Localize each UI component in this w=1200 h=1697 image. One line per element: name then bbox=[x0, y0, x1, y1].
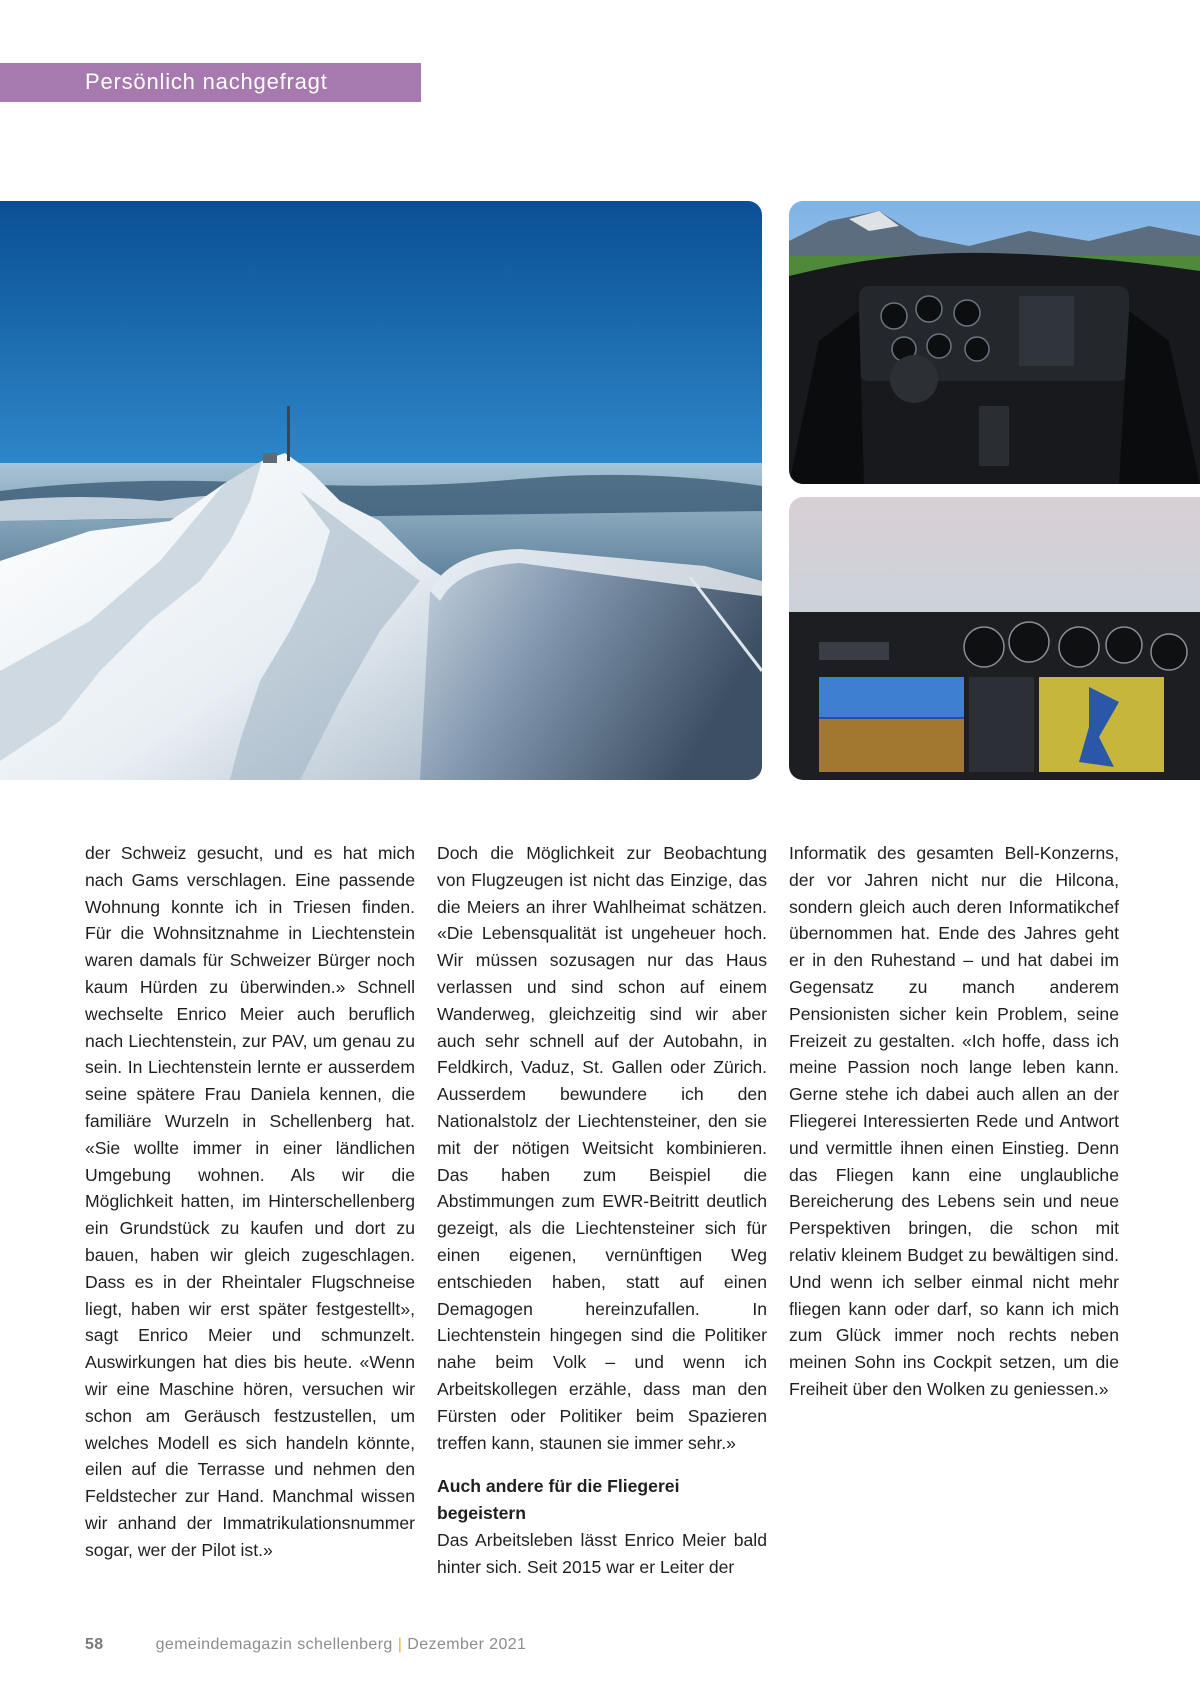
photo-cockpit bbox=[789, 201, 1200, 484]
article-paragraph: Doch die Möglichkeit zur Beobachtung von Flugzeugen ist nicht das Einzige, das die Meiers an ihrer Wahlheimat schätzen. «Die Lebensqualität ist ungeheuer hoch. Wir müssen sozusagen nur das Haus verlassen und sind schon auf einem Wanderweg, gleichzeitig sind wir aber auch sehr schnell auf der Autobahn, in Feldkirch, Vaduz, St. Gallen oder Zürich. Ausserdem bewundere ich den Nationalstolz der Liechtensteiner, den sie mit der nötigen Weitsicht kombinieren. Das haben zum Beispiel die Abstimmungen zum EWR-Beitritt deutlich gezeigt, als die Liechtensteiner sich für einen eigenen, vernünftigen Weg entschieden haben, statt auf einen Demagogen hereinzufallen. In Liechtenstein hingegen sind die Politiker nahe beim Volk – und wenn ich Arbeitskollegen erzähle, dass man den Fürsten oder Politiker beim Spazieren treffen kann, staunen sie immer sehr.» bbox=[437, 843, 767, 1453]
footer-separator: | bbox=[397, 1636, 403, 1653]
magazine-name: gemeindemagazin schellenberg bbox=[155, 1636, 393, 1653]
article-subheading: Auch andere für die Fliegerei begeistern bbox=[437, 1476, 680, 1524]
article-column-3 bbox=[789, 840, 1119, 1403]
article-paragraph: der Schweiz gesucht, und es hat mich nach Gams verschlagen. Eine passende Wohnung konnte ich in Triesen finden. Für die Wohnsitznahme in Liechtenstein waren damals für Schweizer Bürger noch kaum Hürden zu überwinden.» Schnell wechselte Enrico Meier auch beruflich nach Liechtenstein, zur PAV, um genau zu sein. In Liechtenstein lernte er ausserdem seine spätere Frau Daniela kennen, die familiäre Wurzeln in Schellenberg hat. «Sie wollte immer in einer ländlichen Umgebung wohnen. Als wir die Möglichkeit hatten, im Hinterschellenberg ein Grundstück zu kaufen und dort zu bauen, haben wir gleich zugeschlagen. Dass es in der Rheintaler Flugschneise liegt, haben wir erst später festgestellt», sagt Enrico Meier und schmunzelt. Auswirkungen hat dies bis heute. «Wenn wir eine Maschine hören, versuchen wir schon am Geräusch festzustellen, um welches Modell es sich handeln könnte, eilen auf die Terrasse und nehmen den Feldstecher zur Hand. Manchmal wissen wir anhand der Immatrikulationsnummer sogar, wer der Pilot ist.» bbox=[85, 843, 415, 1560]
cockpit-image bbox=[789, 201, 1200, 484]
instrument-panel-image bbox=[789, 497, 1200, 780]
article-column-1 bbox=[85, 840, 415, 1564]
article-paragraph: Informatik des gesamten Bell-Konzerns, der vor Jahren nicht nur die Hilcona, sondern gleich auch deren Informatikchef übernommen hat. Ende des Jahres geht er in den Ruhestand – und hat dabei im Gegensatz zu manch anderem Pensionisten sicher kein Problem, seine Freizeit zu gestalten. «Ich hoffe, dass ich meine Passion noch lange leben kann. Gerne stehe ich dabei auch allen an der Fliegerei Interessierten Rede und Antwort und vermittle ihnen einen Einstieg. Denn das Fliegen kann eine unglaubliche Bereicherung des Lebens sein und neue Perspektiven bringen, die schon mit relativ kleinem Budget zu bewältigen sind. Und wenn ich selber einmal nicht mehr fliegen kann oder darf, so kann ich mich zum Glück immer noch rechts neben meinen Sohn ins Cockpit setzen, um die Freiheit über den Wolken zu geniessen.» bbox=[789, 843, 1119, 1399]
photo-instrument-panel bbox=[789, 497, 1200, 780]
section-label: Persönlich nachgefragt bbox=[85, 69, 328, 94]
mountain-wing-image bbox=[0, 201, 762, 780]
page-footer bbox=[85, 1636, 526, 1654]
issue-date: Dezember 2021 bbox=[407, 1636, 527, 1653]
photo-wing-over-mountain bbox=[0, 201, 762, 780]
article-column-2 bbox=[437, 840, 767, 1581]
article-paragraph: Das Arbeitsleben lässt Enrico Meier bald hinter sich. Seit 2015 war er Leiter der bbox=[437, 1529, 767, 1577]
page-number: 58 bbox=[85, 1636, 104, 1653]
section-tag bbox=[0, 63, 421, 102]
